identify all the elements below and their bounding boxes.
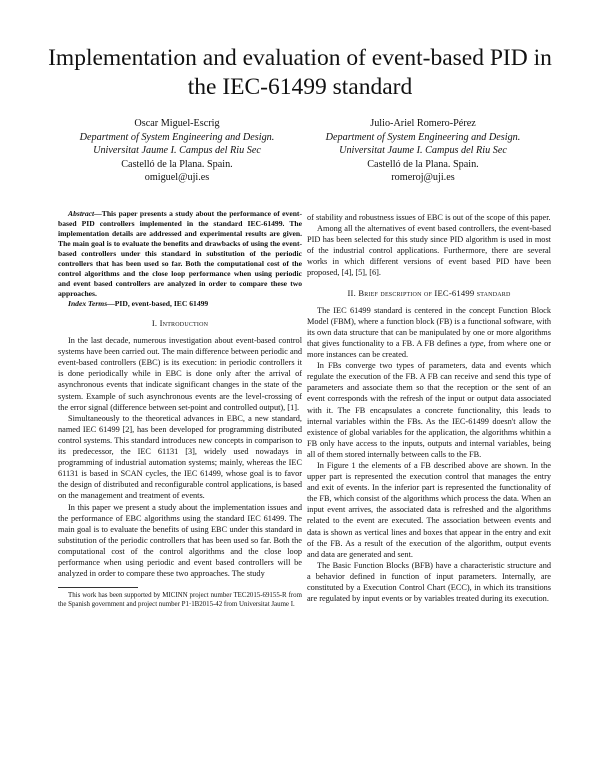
author-block xyxy=(298,117,548,185)
author-university: Universitat Jaume I. Campus del Riu Sec xyxy=(93,145,261,156)
index-terms-text: —PID, event-based, IEC 61499 xyxy=(107,299,209,308)
text-run: The IEC 61499 standard is centered in the concept Function Block Model (FBM), where a function block (FB) is a functional software, with its own data structure that can be manipulated by one or more algorithms that gives functionality to a FB. A FB defines a xyxy=(307,305,551,348)
author-name: Julio-Ariel Romero-Pérez xyxy=(370,118,476,129)
paper-title: Implementation and evaluation of event-based PID in the IEC-61499 standard xyxy=(48,45,552,100)
index-terms xyxy=(58,299,302,309)
footnote-divider xyxy=(58,587,138,588)
paragraph: In this paper we present a study about the implementation issues and the performance of EBC algorithms using the standard IEC 61499. The main goal is to evaluate the benefits of using EBC under this standard in substitution of the periodic controllers that has been used so far. Both the computational cost of the control algorithms and the close loop performance when using periodic and event based controllers will be analyzed in order to compare these two approaches. The study xyxy=(58,502,302,579)
text-run: , from where one or more instances can be created. xyxy=(307,338,551,360)
paragraph: The Basic Function Blocks (BFB) have a characteristic structure and a behavior defined in function of input parameters. Internally, are constituted by a Execution Control Chart (ECC), in which its transitions are regulated by input events or by variables treated during its execution. xyxy=(307,560,551,604)
section-heading xyxy=(307,288,551,299)
right-column xyxy=(307,212,551,604)
author-email[interactable]: omiguel@uji.es xyxy=(144,172,210,183)
left-column xyxy=(58,209,302,609)
section-heading xyxy=(58,318,302,329)
author-name: Oscar Miguel-Escrig xyxy=(134,118,220,129)
author-department: Department of System Engineering and Design. xyxy=(325,131,521,143)
paragraph: Simultaneously to the theoretical advances in EBC, a new standard, named IEC 61499 [2], has been developed for programming distributed control systems. This standard introduces new concepts in comparison to its predecessor, the IEC 61131 [3], widely used nowadays in programming of industrial automation systems; mainly, whereas the IEC 61131 is based in SCAN cycles, the IEC 61499, whose goal is to favor the design of distributed and reconfigurable control applications, is based on the management and treatment of events. xyxy=(58,413,302,501)
author-city: Castelló de la Plana. Spain. xyxy=(367,158,479,170)
index-terms-label: Index Terms xyxy=(68,299,108,308)
author-email[interactable]: romeroj@uji.es xyxy=(391,172,455,183)
section-number: II. xyxy=(347,287,356,298)
emphasis: type xyxy=(469,338,484,348)
abstract-text: —This paper presents a study about the performance of event-based PID controllers implemented in the standard IEC-61499. The implementation details are addressed and experimental results are given. The main goal is to evaluate the benefits and drawbacks of using the event-based controllers under this standard in substitution of the periodic controllers that has been used so far. Both the computational cost of the control algorithms and the close loop performance when using periodic and event based controllers are analyzed in order to compare these two approaches. xyxy=(58,209,302,298)
author-city: Castelló de la Plana. Spain. xyxy=(121,158,233,170)
paragraph: In Figure 1 the elements of a FB described above are shown. In the upper part is represented the execution control that manages the entry and exit of events. In the inferior part is represented the functionality of the FB, which consist of the algorithms which process the data. When an input event arrives, the associated data is refreshed and the algorithms related to the event are executed. The association between events and data is shown as vertical lines and boxes that appear in the entry and exit of the FB. As a result of the execution of the algorithm, output events and data are generated and sent. xyxy=(307,460,551,559)
author-block xyxy=(52,117,302,185)
author-university: Universitat Jaume I. Campus del Riu Sec xyxy=(339,145,507,156)
abstract-label: Abstract xyxy=(68,209,95,218)
paragraph xyxy=(307,305,551,360)
paragraph: Among all the alternatives of event based controllers, the event-based PID has been selected for this study since PID algorithm is used in most of the industrial control applications. Furthermore, there are several works in which different versions of event based PID have been proposed, [4], [5], [6]. xyxy=(307,224,551,278)
section-title: Brief description of IEC-61499 standard xyxy=(358,287,511,298)
paragraph: In the last decade, numerous investigation about event-based control systems have been carried out. The main difference between periodic and event-based controllers (EBC) is its execution: in periodic controllers it is done periodically while in EBC is done only after the arrival of asynchronous events that indicate significant changes in the state of the system. Example of such asynchronous events are the level-crossing of the error signal (difference between set-point and controlled output), [1]. xyxy=(58,336,302,412)
paragraph: In FBs converge two types of parameters, data and events which regulate the execution of the FB. A FB can receive and send this type of parameters and associate them so that the reception or the sent of an event corresponds with the refresh of the input or output data associated with it. The FB encapsulates a concrete functionality, this leads to internal variables within the FBs. As the IEC-61499 doesn't allow the existence of global variables for the application, the algorithms whithin a FB only have access to the inputs, outputs and internal variables, being all of them stored internally between calls to the FB. xyxy=(307,361,551,459)
abstract xyxy=(58,209,302,299)
footnote: This work has been supported by MICINN project number TEC2015-69155-R from the Spanish government and project number P1·1B2015-42 from Universitat Jaume I. xyxy=(58,592,302,608)
section-number: I. xyxy=(151,318,158,328)
author-department: Department of System Engineering and Design. xyxy=(79,131,275,143)
paragraph: of stability and robustness issues of EBC is out of the scope of this paper. xyxy=(307,213,551,222)
section-title: Introduction xyxy=(159,318,209,328)
